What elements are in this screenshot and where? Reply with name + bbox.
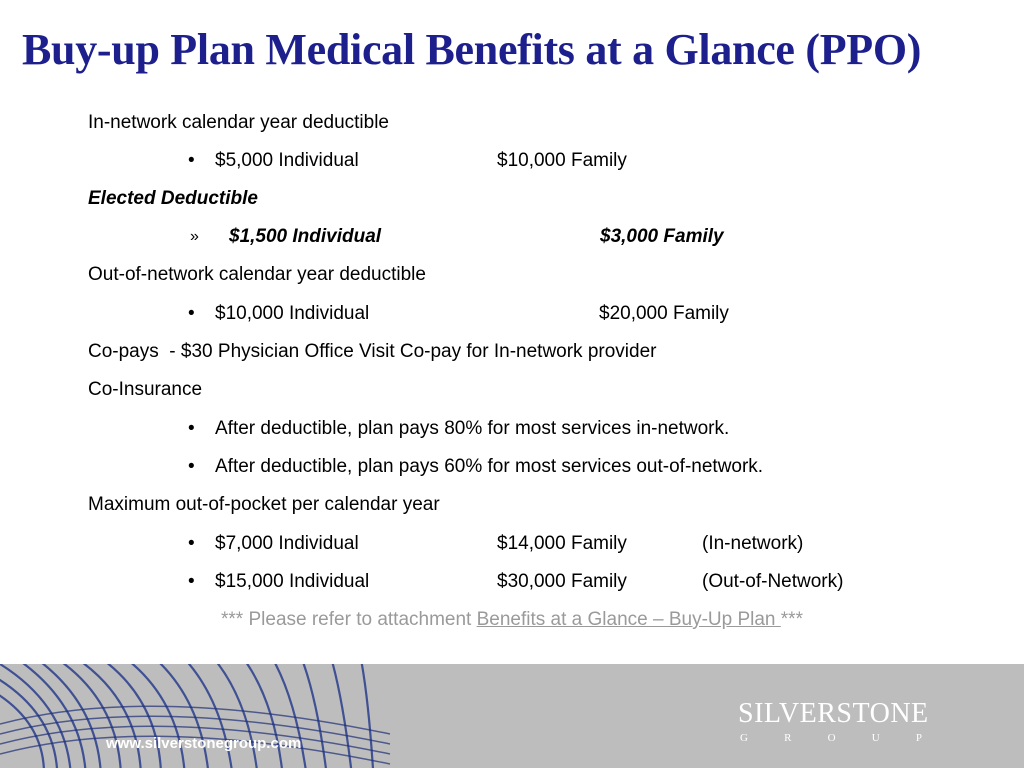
- coinsurance-out-network: After deductible, plan pays 60% for most services out-of-network.: [215, 456, 764, 477]
- bullet-icon: •: [188, 571, 195, 592]
- note-prefix: *** Please refer to attachment: [221, 609, 477, 630]
- coinsurance-in-network: After deductible, plan pays 80% for most services in-network.: [215, 418, 730, 439]
- bullet-icon: •: [188, 456, 195, 477]
- logo-letter: U: [871, 732, 880, 744]
- elected-individual: $1,500 Individual: [229, 226, 382, 247]
- bullet-icon: •: [188, 533, 195, 554]
- max-oop-heading: Maximum out-of-pocket per calendar year: [88, 494, 440, 515]
- footer-band: [0, 664, 1024, 768]
- out-network-heading: Out-of-network calendar year deductible: [88, 264, 426, 285]
- logo-wordmark: SILVERSTONE: [738, 698, 929, 729]
- out-network-individual: $10,000 Individual: [215, 303, 370, 324]
- logo-letter: O: [827, 732, 836, 744]
- max-oop-scope: (In-network): [702, 533, 804, 554]
- max-oop-individual: $7,000 Individual: [215, 533, 359, 554]
- max-oop-family: $30,000 Family: [497, 571, 627, 592]
- max-oop-family: $14,000 Family: [497, 533, 627, 554]
- logo-letter: R: [784, 732, 792, 744]
- bullet-icon: •: [188, 303, 195, 324]
- copays-line: Co-pays - $30 Physician Office Visit Co-pay for In-network provider: [88, 341, 657, 362]
- logo-subtitle: [740, 732, 922, 744]
- note-suffix: ***: [780, 609, 803, 630]
- elected-heading: Elected Deductible: [88, 188, 258, 209]
- attachment-link[interactable]: Benefits at a Glance – Buy-Up Plan: [476, 609, 781, 630]
- max-oop-scope: (Out-of-Network): [702, 571, 844, 592]
- in-network-family: $10,000 Family: [497, 150, 627, 171]
- logo-letter: G: [740, 732, 748, 744]
- elected-family: $3,000 Family: [600, 226, 724, 247]
- out-network-family: $20,000 Family: [599, 303, 729, 324]
- bullet-icon: •: [188, 150, 195, 171]
- silverstone-logo: [738, 698, 929, 746]
- page-title: Buy-up Plan Medical Benefits at a Glance (PPO): [22, 25, 922, 74]
- max-oop-individual: $15,000 Individual: [215, 571, 370, 592]
- chevron-right-icon: »: [190, 228, 199, 245]
- footer-url[interactable]: www.silverstonegroup.com: [106, 735, 302, 752]
- attachment-note: [0, 609, 1024, 631]
- logo-letter: P: [915, 732, 922, 744]
- bullet-icon: •: [188, 418, 195, 439]
- coinsurance-heading: Co-Insurance: [88, 379, 203, 400]
- in-network-individual: $5,000 Individual: [215, 150, 359, 171]
- in-network-heading: In-network calendar year deductible: [88, 112, 390, 133]
